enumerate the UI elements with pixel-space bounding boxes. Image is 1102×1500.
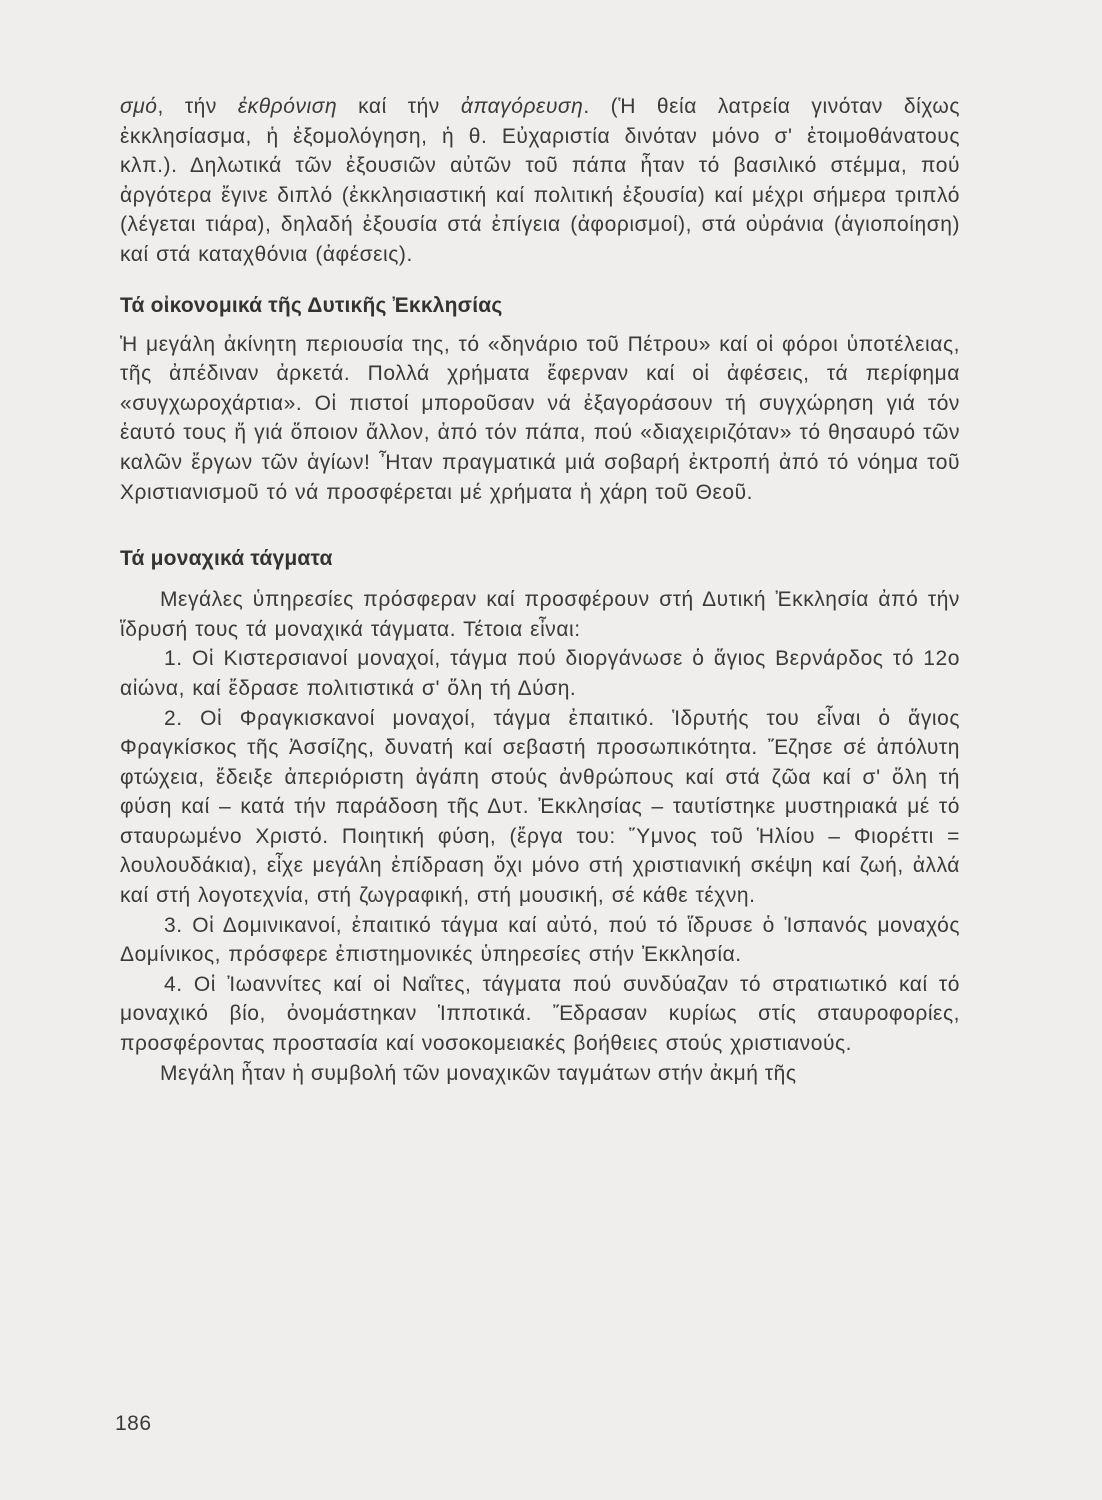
intro-text-2: καί τήν (337, 95, 461, 118)
intro-italic-1: σμό (120, 95, 158, 118)
economics-paragraph: Ἡ μεγάλη ἀκίνητη περιουσία της, τό «δηνάριο τοῦ Πέτρου» καί οἱ φόροι ὑποτέλειας, τῆς ἀπέδιναν ἀρκετά. Πολλά χρήματα ἔφερναν καί οἱ ἀφέσεις, τά περίφημα «συγχωροχάρτια». Οἱ πιστοί μποροῦσαν νά ἐξαγοράσουν τή συγχώρηση γιά τόν ἑαυτό τους ἤ γιά ὅποιον ἄλλον, ἀπό τόν πάπα, πού «διαχειριζόταν» τό θησαυρό τῶν καλῶν ἔργων τῶν ἁγίων! Ἦταν πραγματικά μιά σοβαρή ἐκτροπή ἀπό τό νόημα τοῦ Χριστιανισμοῦ τό νά προσφέρεται μέ χρήματα ἡ χάρη τοῦ Θεοῦ. (120, 332, 960, 504)
page-number: 186 (115, 1412, 152, 1435)
list-item: 3. Οἱ Δομινικανοί, ἐπαιτικό τάγμα καί αὐτό, πού τό ἵδρυσε ὁ Ἱσπανός μοναχός Δομίνικος, πρόσφερε ἐπιστημονικές ὑπηρεσίες στήν Ἐκκλησία. (120, 913, 960, 967)
list-item: 4. Οἱ Ἰωαννίτες καί οἱ Ναΐτες, τάγματα πού συνδύαζαν τό στρατιωτικό καί τό μοναχικό βίο, ὀνομάστηκαν Ἱπποτικά. Ἔδρασαν κυρίως στίς σταυροφορίες, προσφέροντας προστασία καί νοσοκομειακές βοήθειες στούς χριστιανούς. (120, 972, 960, 1056)
intro-italic-3: ἀπαγόρευση (460, 95, 584, 118)
intro-text-3: . (Ἡ θεία λατρεία γινόταν δίχως ἐκκλησίασμα, ἡ ἐξομολόγηση, ἡ θ. Εὐχαριστία δινόταν μόνο σ' ἐτοιμοθάνατους κλπ.). Δηλωτικά τῶν ἐξουσιῶν αὐτῶν τοῦ πάπα ἦταν τό βασιλικό στέμμα, πού ἀργότερα ἔγινε διπλό (ἐκκλησιαστική καί πολιτική ἐξουσία) καί μέχρι σήμερα τριπλό (λέγεται τιάρα), δηλαδή ἐξουσία στά ἐπίγεια (ἀφορισμοί), στά οὐράνια (ἁγιοποίηση) καί στά καταχθόνια (ἀφέσεις). (120, 95, 960, 266)
closing-line: Μεγάλη ἦταν ἡ συμβολή τῶν μοναχικῶν ταγμάτων στήν ἀκμή τῆς (160, 1061, 797, 1085)
list-item: 2. Οἱ Φραγκισκανοί μοναχοί, τάγμα ἐπαιτικό. Ἱδρυτής του εἶναι ὁ ἅγιος Φραγκίσκος τῆς Ἀσσίζης, δυνατή καί σεβαστή προσωπικότητα. Ἔζησε σέ ἀπόλυτη φτώχεια, ἔδειξε ἀπεριόριστη ἀγάπη στούς ἀνθρώπους καί στά ζῶα καί σ' ὅλη τή φύση καί – κατά τήν παράδοση τῆς Δυτ. Ἐκκλησίας – ταυτίστηκε μυστηριακά μέ τό σταυρωμένο Χριστό. Ποιητική φύση, (ἔργα του: Ὕμνος τοῦ Ἡλίου – Φιορέττι = λουλουδάκια), εἶχε μεγάλη ἐπίδραση ὄχι μόνο στή χριστιανική σκέψη καί ζωή, ἀλλά καί στή λογοτεχνία, στή ζωγραφική, στή μουσική, σέ κάθε τέχνη. (120, 706, 960, 908)
section-heading-economics: Τά οἰκονομικά τῆς Δυτικῆς Ἐκκλησίας (120, 293, 503, 317)
page-content (120, 92, 960, 1088)
intro-text-1: , τήν (157, 95, 238, 118)
intro-italic-2: ἐκθρόνιση (237, 95, 338, 118)
intro-paragraph (120, 92, 960, 270)
section-heading-monastic-orders: Τά μοναχικά τάγματα (120, 547, 333, 571)
monastic-intro-paragraph: Μεγάλες ὑπηρεσίες πρόσφεραν καί προσφέρουν στή Δυτική Ἐκκλησία ἀπό τήν ἵδρυσή τους τά μοναχικά τάγματα. Τέτοια εἶναι: (120, 588, 960, 641)
list-item: 1. Οἱ Κιστερσιανοί μοναχοί, τάγμα πού διοργάνωσε ὁ ἅγιος Βερνάρδος τό 12ο αἰώνα, καί ἔδρασε πολιτιστικά σ' ὅλη τή Δύση. (120, 647, 960, 700)
